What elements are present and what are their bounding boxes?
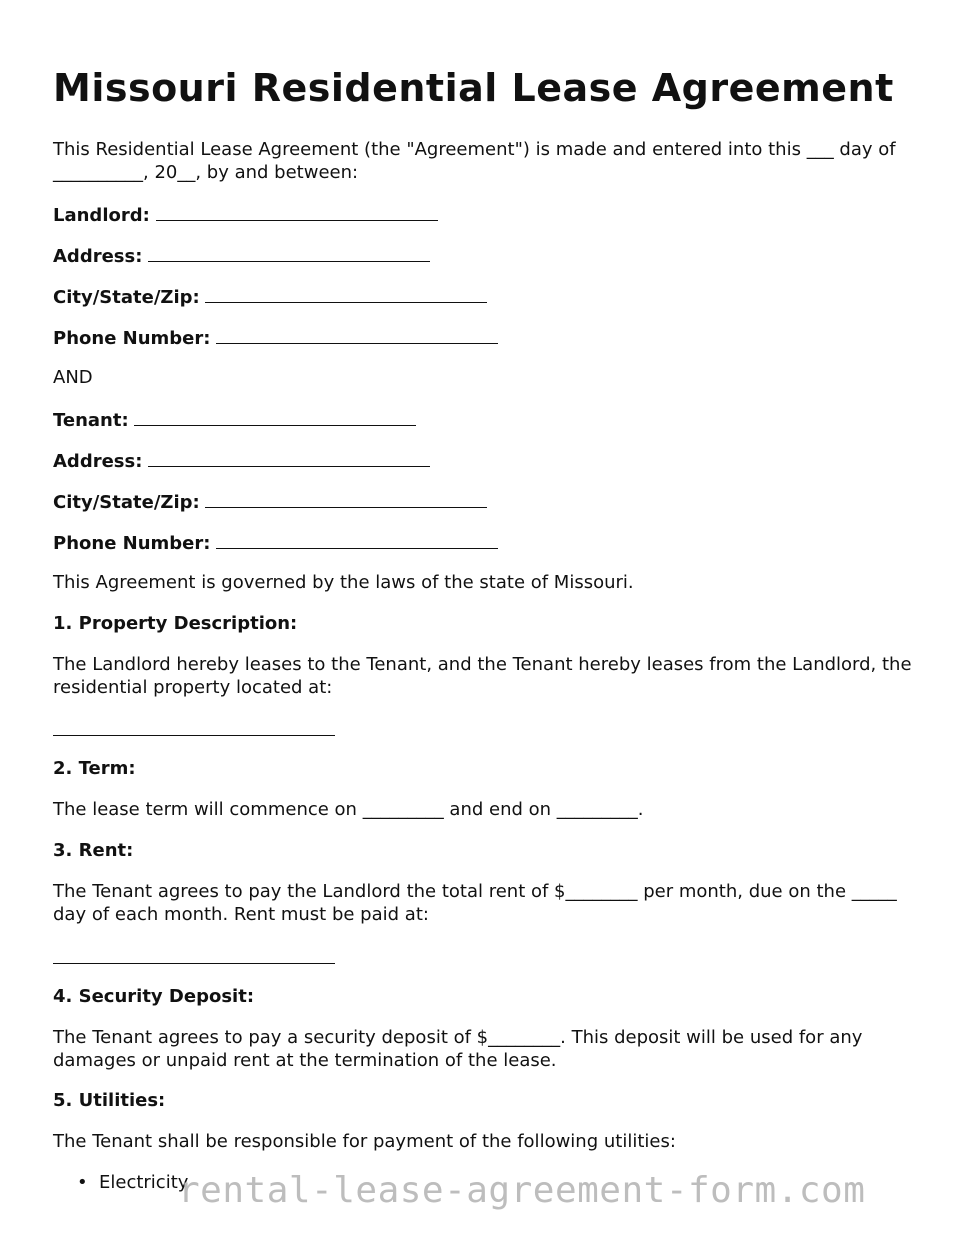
utilities-heading: 5. Utilities:	[53, 1090, 166, 1111]
utility-item-label: Electricity	[99, 1172, 189, 1193]
tenant-phone-field	[53, 531, 913, 556]
property-address-blank	[53, 718, 335, 736]
term-heading: 2. Term:	[53, 758, 136, 779]
rent-text: The Tenant agrees to pay the Landlord the total rent of $________ per month, due on the _____ day of each month. Rent must be paid at:	[53, 881, 897, 925]
tenant-address-label: Address:	[53, 451, 143, 472]
landlord-address-blank	[148, 244, 430, 262]
tenant-city-field	[53, 490, 913, 515]
landlord-name-label: Landlord:	[53, 205, 150, 226]
property-heading: 1. Property Description:	[53, 613, 298, 634]
property-address-blank-row	[53, 718, 913, 743]
bullet-icon: •	[77, 1172, 88, 1193]
landlord-address-field	[53, 244, 913, 269]
landlord-name-field	[53, 203, 913, 228]
tenant-city-blank	[205, 490, 487, 508]
rent-location-blank-row	[53, 946, 913, 971]
deposit-text: The Tenant agrees to pay a security deposit of $________. This deposit will be used for any damages or unpaid rent at the termination of the lease.	[53, 1027, 863, 1071]
tenant-address-field	[53, 449, 913, 474]
tenant-phone-blank	[216, 531, 498, 549]
utilities-text: The Tenant shall be responsible for payment of the following utilities:	[53, 1131, 676, 1152]
intro-paragraph: This Residential Lease Agreement (the "Agreement") is made and entered into this ___ day of __________, 20__, by and between:	[53, 139, 896, 183]
rent-location-blank	[53, 946, 335, 964]
tenant-name-field	[53, 408, 913, 433]
landlord-address-label: Address:	[53, 246, 143, 267]
and-separator: AND	[53, 367, 93, 388]
landlord-phone-field	[53, 326, 913, 351]
tenant-city-label: City/State/Zip:	[53, 492, 200, 513]
landlord-name-blank	[156, 203, 438, 221]
term-text: The lease term will commence on _________ and end on _________.	[53, 799, 644, 820]
tenant-name-blank	[134, 408, 416, 426]
rent-heading: 3. Rent:	[53, 840, 134, 861]
tenant-phone-label: Phone Number:	[53, 533, 211, 554]
landlord-city-blank	[205, 285, 487, 303]
property-text: The Landlord hereby leases to the Tenant, and the Tenant hereby leases from the Landlord, the residential property located at:	[53, 654, 912, 698]
tenant-address-blank	[148, 449, 430, 467]
landlord-phone-blank	[216, 326, 498, 344]
tenant-name-label: Tenant:	[53, 410, 129, 431]
document-title: Missouri Residential Lease Agreement	[53, 66, 894, 110]
landlord-phone-label: Phone Number:	[53, 328, 211, 349]
landlord-city-field	[53, 285, 913, 310]
deposit-heading: 4. Security Deposit:	[53, 986, 255, 1007]
governing-law-text: This Agreement is governed by the laws of the state of Missouri.	[53, 572, 634, 593]
landlord-city-label: City/State/Zip:	[53, 287, 200, 308]
watermark: rental-lease-agreement-form.com	[178, 1170, 866, 1211]
